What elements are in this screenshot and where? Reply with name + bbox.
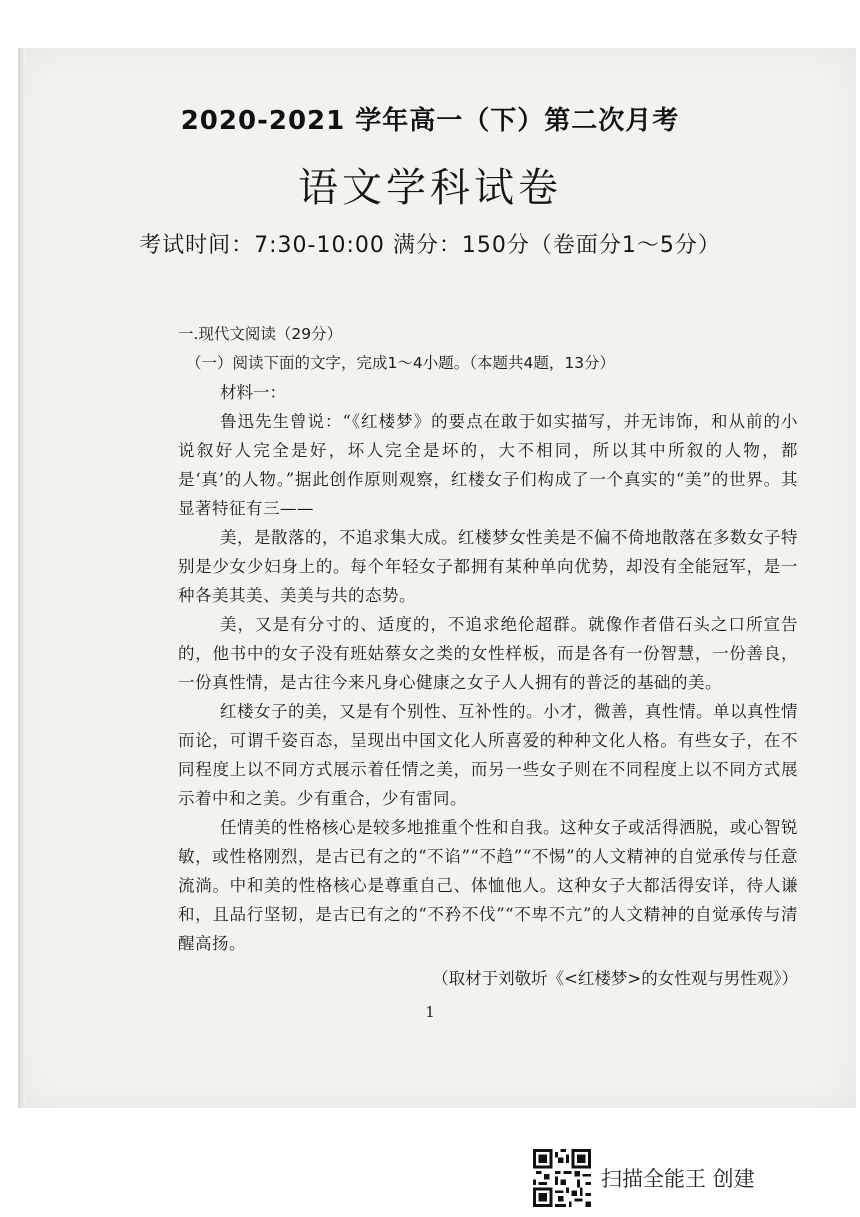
paragraph-3: 美，又是有分寸的、适度的，不追求绝伦超群。就像作者借石头之口所宣告的，他书中的女子没有班姑蔡女之类的女性样板，而是各有一份智慧，一份善良，一份真性情，是古往今来凡身心健康之女子人人拥有的普泛的基础的美。: [178, 615, 798, 692]
exam-subject-title: 语文学科试卷: [298, 165, 562, 211]
material-label: 材料一：: [220, 383, 286, 402]
paragraph-1: 鲁迅先生曾说：“《红楼梦》的要点在敢于如实描写，并无讳饰，和从前的小说叙好人完全是好，坏人完全是坏的，大不相同，所以其中所叙的人物，都是‘真’的人物。”据此创作原则观察，红楼女子们构成了一个真实的“美”的世界。其显著特征有三——: [178, 412, 798, 518]
page-number: 1: [425, 1003, 435, 1021]
paragraph-4: 红楼女子的美，又是有个别性、互补性的。小才，微善，真性情。单以真性情而论，可谓千姿百态，呈现出中国文化人所喜爱的种种文化人格。有些女子，在不同程度上以不同方式展示着任情之美，而另一些女子则在不同程度上以不同方式展示着中和之美。少有重合，少有雷同。: [178, 702, 798, 808]
subsection-heading: （一）阅读下面的文字，完成1～4小题。（本题共4题，13分）: [186, 354, 616, 372]
exam-time-score-info: 考试时间：7:30-10:00 满分：150分（卷面分1～5分）: [139, 233, 721, 258]
exam-year-title: 2020-2021 学年高一（下）第二次月考: [180, 106, 680, 136]
paragraph-5: 任情美的性格核心是较多地推重个性和自我。这种女子或活得洒脱，或心智锐敏，或性格刚烈，是古已有之的“不谄”“不趋”“不惕”的人文精神的自觉承传与任意流淌。中和美的性格核心是尊重自己、体恤他人。这种女子大都活得安详，待人谦和，且品行坚韧，是古已有之的“不矜不伐”“不卑不亢”的人文精神的自觉承传与清醒高扬。: [178, 818, 798, 953]
section-heading: 一.现代文阅读（29分）: [178, 325, 343, 343]
source-citation: （取材于刘敬圻《<红楼梦>的女性观与男性观》）: [432, 969, 798, 988]
qr-code-icon: [533, 1149, 591, 1207]
scanner-watermark: [533, 1148, 755, 1208]
paragraph-2: 美，是散落的，不追求集大成。红楼梦女性美是不偏不倚地散落在多数女子特别是少女少妇身上的。每个年轻女子都拥有某种单向优势，却没有全能冠军，是一种各美其美、美美与共的态势。: [178, 528, 798, 605]
watermark-text: 扫描全能王 创建: [601, 1167, 755, 1191]
reading-section: [178, 320, 798, 993]
